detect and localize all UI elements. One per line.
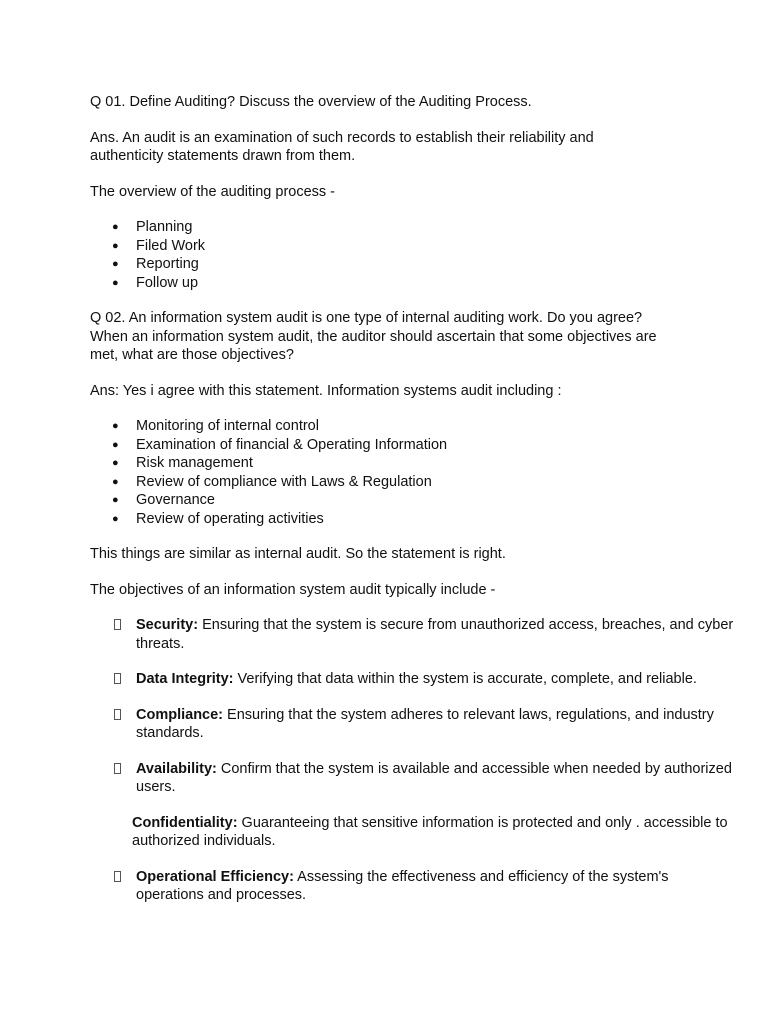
- list-item: ● Monitoring of internal control: [90, 417, 768, 436]
- missing-glyph-icon: [114, 709, 121, 720]
- objective-text: Guaranteeing that sensitive information is protected and only . accessible to authorized individuals.: [132, 814, 728, 849]
- objective-security: [90, 616, 736, 653]
- objective-text: Verifying that data within the system is accurate, complete, and reliable.: [233, 671, 697, 687]
- missing-glyph-icon: [114, 619, 121, 630]
- list-item: ● Follow up: [90, 274, 768, 293]
- objective-data-integrity: [90, 670, 736, 689]
- missing-glyph-icon: [114, 871, 121, 882]
- list-item: ● Reporting: [90, 255, 768, 274]
- overview-intro: The overview of the auditing process -: [90, 183, 336, 200]
- answer-2: Ans: Yes i agree with this statement. Information systems audit including :: [90, 382, 562, 399]
- objective-term: Data Integrity:: [136, 671, 234, 687]
- list-item: ● Filed Work: [90, 237, 768, 256]
- objective-term: Security:: [136, 617, 199, 633]
- objective-text: Ensuring that the system adheres to relevant laws, regulations, and industry standards.: [136, 706, 714, 741]
- missing-glyph-icon: [114, 763, 121, 774]
- list-item: ● Risk management: [90, 454, 768, 473]
- question-2: Q 02. An information system audit is one type of internal auditing work. Do you agree? When an information system audit, the auditor should ascertain that some objectives are met, what are those objectives?: [90, 310, 657, 363]
- question-1: Q 01. Define Auditing? Discuss the overview of the Auditing Process.: [90, 94, 532, 110]
- objective-operational-efficiency: [90, 868, 736, 905]
- objectives-intro: The objectives of an information system audit typically include -: [90, 581, 496, 598]
- objective-term: Confidentiality:: [132, 814, 238, 831]
- missing-glyph-icon: [114, 673, 121, 684]
- answer-1: Ans. An audit is an examination of such records to establish their reliability and authenticity statements drawn from them.: [90, 129, 594, 164]
- list-item: ● Examination of financial & Operating Information: [90, 436, 768, 455]
- process-steps-list: [90, 218, 768, 292]
- objective-text: Ensuring that the system is secure from unauthorized access, breaches, and cyber threats.: [136, 617, 734, 652]
- list-item: ● Review of operating activities: [90, 510, 768, 529]
- similar-statement: This things are similar as internal audit. So the statement is right.: [90, 546, 506, 562]
- objective-text: Assessing the effectiveness and efficiency of the system's operations and processes.: [136, 868, 669, 903]
- list-item: ● Review of compliance with Laws & Regulation: [90, 473, 768, 492]
- objective-term: Compliance:: [136, 706, 224, 723]
- objective-term: Operational Efficiency:: [136, 868, 294, 885]
- objective-confidentiality: [90, 814, 732, 851]
- list-item: ● Governance: [90, 491, 768, 510]
- list-item: ● Planning: [90, 218, 768, 237]
- objective-text: Confirm that the system is available and accessible when needed by authorized users.: [136, 760, 732, 795]
- objective-term: Availability:: [136, 760, 217, 777]
- objective-compliance: [90, 706, 736, 743]
- audit-items-list: [90, 417, 768, 528]
- objective-availability: [90, 760, 736, 797]
